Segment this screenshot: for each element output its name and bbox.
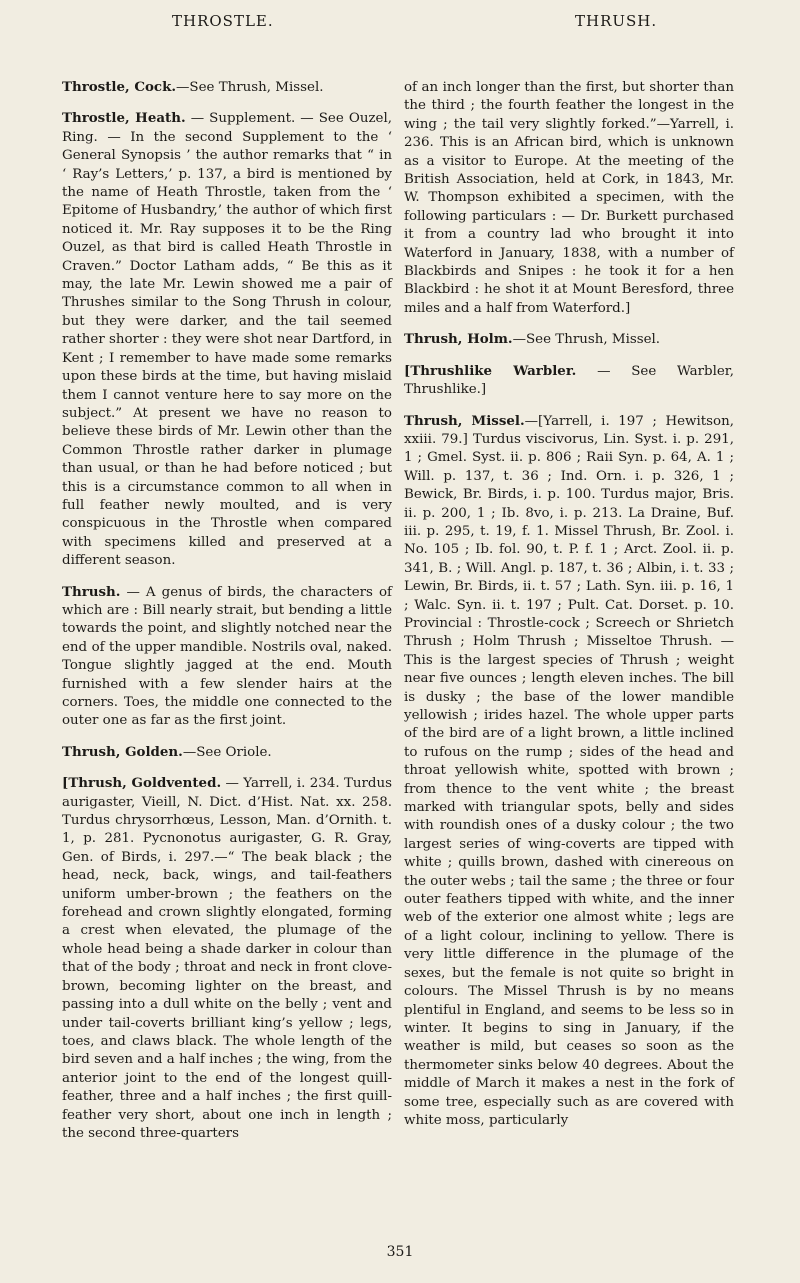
- entry-thrush: [62, 583, 392, 731]
- left-column: [62, 78, 392, 1155]
- entry-headword: [Thrush, Goldvented.: [62, 775, 222, 792]
- entry-text: —See Thrush, Missel.: [512, 332, 661, 348]
- entry-headword: [Thrushlike Warbler.: [404, 362, 577, 379]
- right-column: [404, 78, 734, 1142]
- entry-headword: Thrush, Golden.: [62, 743, 183, 760]
- running-head-left: THROSTLE.: [172, 12, 274, 30]
- entry-thrush-golden: [62, 743, 392, 762]
- entry-text: of an inch longer than the first, but shorter than the third ; the fourth feather the longest in the wing ; the tail very slightly forked.”—Yarrell, i. 236. This is an African bird, which is unknown as a visitor to Europe. At the meeting of the British Association, held at Cork, in 1843, Mr. W. Thompson exhibited a specimen, with the following particulars : — Dr. Burkett purchased it from a country lad who brought it into Waterford in January, 1838, with a number of Blackbirds and Snipes : he took it for a hen Blackbird : he shot it at Mount Beresford, three miles and a half from Waterford.]: [404, 80, 734, 316]
- entry-throstle-heath: [62, 109, 392, 570]
- entry-thrush-holm: [404, 330, 734, 349]
- entry-text: — A genus of birds, the characters of which are : Bill nearly strait, but bending a little towards the point, and slightly notched near the end of the upper mandible. Nostrils oval, naked. Tongue slightly jagged at the end. Mouth furnished with a few slender hairs at the corners. Toes, the middle one connected to the outer one as far as the first joint.: [62, 584, 392, 729]
- entry-thrush-goldvented: [62, 774, 392, 1143]
- entry-text: —See Thrush, Missel.: [176, 80, 324, 95]
- entry-headword: Thrush, Missel.: [404, 412, 525, 429]
- entry-text: — Yarrell, i. 234. Turdus aurigaster, Vieill, N. Dict. d’Hist. Nat. xx. 258. Turdus chrysorrhœus, Lesson, Man. d’Ornith. t. 1, p. 281. Pycnonotus aurigaster, G. R. Gray, Gen. of Birds, i. 297.—“ The beak black ; the head, neck, back, wings, and tail-feathers uniform umber-brown ; the feathers on the forehead and crown slightly elongated, forming a crest when elevated, the plumage of the whole head being a shade darker in colour than that of the body ; throat and neck in front clove-brown, becoming lighter on the breast, and passing into a dull white on the belly ; vent and under tail-coverts brilliant king’s yellow ; legs, toes, and claws black. The whole length of the bird seven and a half inches ; the wing, from the anterior joint to the end of the longest quill-feather, three and a half inches ; the first quill-feather very short, about one inch in length ; the second three-quarters: [62, 776, 392, 1141]
- entry-throstle-cock: [62, 78, 392, 97]
- entry-continuation: [404, 78, 734, 318]
- entry-headword: Thrush, Holm.: [404, 331, 513, 348]
- running-head-right: THRUSH.: [575, 12, 658, 30]
- entry-headword: Throstle, Cock.: [62, 79, 177, 95]
- entry-headword: Throstle, Heath.: [62, 110, 186, 127]
- entry-text: —[Yarrell, i. 197 ; Hewitson, xxiii. 79.] Turdus viscivorus, Lin. Syst. i. p. 291, 1 ; Gmel. Syst. ii. p. 806 ; Raii Syn. p. 64, A. 1 ; Will. p. 137, t. 36 ; Ind. Orn. i. p. 326, 1 ; Bewick, Br. Birds, i. p. 100. Turdus major, Bris. ii. p. 200, 1 ; Ib. 8vo, i. p. 213. La Draine, Buf. iii. p. 295, t. 19, f. 1. Missel Thrush, Br. Zool. i. No. 105 ; Ib. fol. 90, t. P. f. 1 ; Arct. Zool. ii. p. 341, B. ; Will. Angl. p. 187, t. 36 ; Albin, i. t. 33 ; Lewin, Br. Birds, ii. t. 57 ; Lath. Syn. iii. p. 16, 1 ; Walc. Syn. ii. t. 197 ; Pult. Cat. Dorset. p. 10. Provincial : Throstle-cock ; Screech or Shrietch Thrush ; Holm Thrush ; Misseltoe Thrush. — This is the largest species of Thrush ; weight near five ounces ; length eleven inches. The bill is dusky ; the base of the lower mandible yellowish ; irides hazel. The whole upper parts of the bird are of a light brown, a little inclined to rufous on the rump ; sides of the head and throat yellowish white, spotted with brown ; from thence to the vent white ; the breast marked with triangular spots, belly and sides with roundish ones of a dusky colour ; the two largest series of wing-coverts are tipped with white ; quills brown, dashed with cinereous on the outer webs ; tail the same ; the three or four outer feathers tipped with white, and the inner web of the exterior one almost white ; legs are of a light colour, inclining to yellow. There is very little difference in the plumage of the sexes, but the female is not quite so bright in colours. The Missel Thrush is by no means plentiful in England, and seems to be less so in winter. It begins to sing in January, if the weather is mild, but ceases so soon as the thermometer sinks below 40 degrees. About the middle of March it makes a nest in the fork of some tree, especially such as are covered with white moss, particularly: [404, 413, 734, 1128]
- page-number: 351: [386, 1244, 414, 1260]
- entry-text: — Supplement. — See Ouzel, Ring. — In the second Supplement to the ‘ General Synopsis ’ the author remarks that “ in ‘ Ray’s Letters,’ p. 137, a bird is mentioned by the name of Heath Throstle, taken from the ‘ Epitome of Husbandry,’ the author of which first noticed it. Mr. Ray supposes it to be the Ring Ouzel, as that bird is called Heath Throstle in Craven.” Doctor Latham adds, “ Be this as it may, the late Mr. Lewin showed me a pair of Thrushes similar to the Song Thrush in colour, but they were darker, and the tail seemed rather shorter : they were shot near Dartford, in Kent ; I remember to have made some remarks upon these birds at the time, but having mislaid them I cannot venture here to say more on the subject.” At present we have no reason to believe these birds of Mr. Lewin other than the Common Throstle rather darker in plumage than usual, or than he had before noticed ; but this is a circumstance common to all when in full feather newly moulted, and is very conspicuous in the Throstle when compared with specimens killed and preserved at a different season.: [62, 111, 392, 569]
- entry-headword: Thrush.: [62, 583, 121, 600]
- entry-thrush-missel: [404, 412, 734, 1131]
- entry-thrushlike-warbler: [404, 362, 734, 400]
- entry-text: — See Warbler, Thrushlike.]: [404, 363, 734, 398]
- running-head: [0, 8, 800, 32]
- entry-text: —See Oriole.: [182, 744, 272, 760]
